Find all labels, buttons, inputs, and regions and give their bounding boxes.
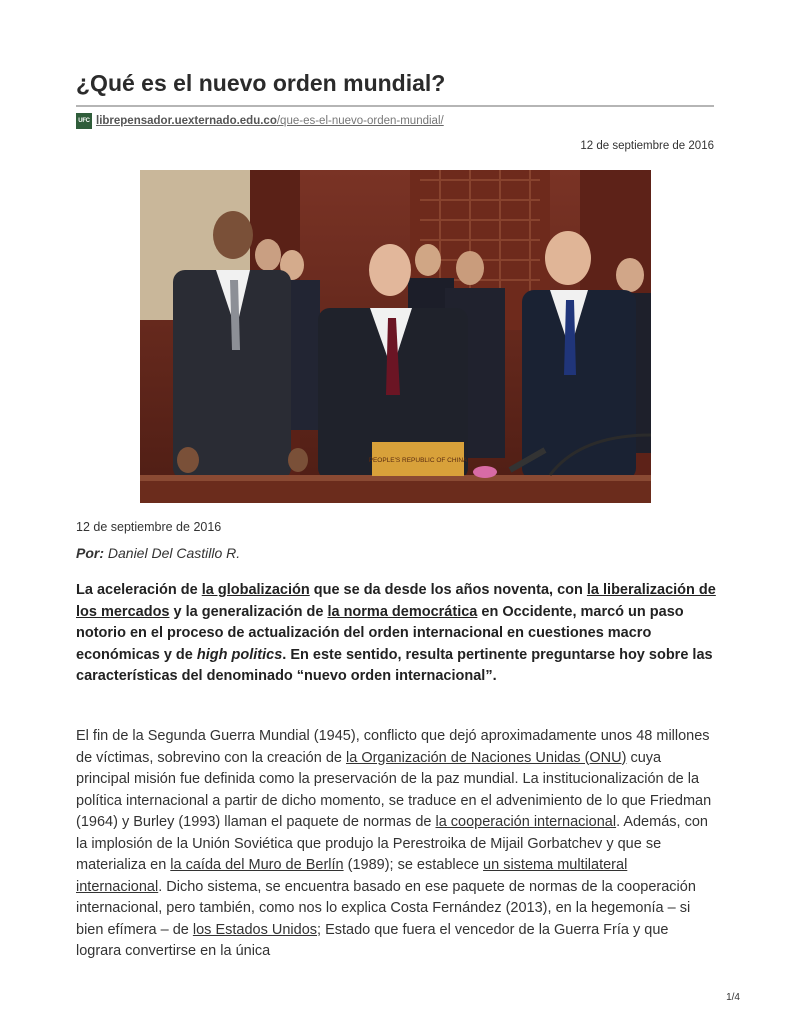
photo-illustration [140, 170, 651, 503]
body-text: . Además, con la implosión de la Unión Soviética que produjo la Perestroika de Mijail Gorbatchev y que se materializa en [76, 814, 708, 873]
lead-text: y la generalización de [169, 603, 328, 620]
lead-text: . En este sentido, resulta pertinente preguntarse hoy sobre las características del denominado “nuevo orden internacional”. [76, 646, 713, 684]
link-muro-berlin[interactable]: la caída del Muro de Berlín [170, 857, 344, 873]
article-date: 12 de septiembre de 2016 [76, 520, 222, 534]
lead-text: La aceleración de [76, 582, 202, 598]
body-text: cuya principal misión fue definida como la preservación de la paz mundial. La institucionalización de la política internacional a partir de dicho momento, se traduce en el advenimiento de lo que Friedman (1964) y Burley (1993) llaman el paquete de normas de [76, 749, 712, 830]
title-divider [76, 105, 714, 107]
body-text: (1989); se establece [343, 857, 484, 873]
body-text: El fin de la Segunda Guerra Mundial (1945), conflicto que dejó aproximadamente unos 48 millones de víctimas, sobrevino con la creación de [76, 728, 710, 766]
byline-label: Por: [76, 545, 104, 561]
body-paragraph [76, 726, 716, 963]
source-domain: librepensador.uexternado.edu.co [96, 115, 277, 127]
photo-sign-text: PEOPLE'S REPUBLIC OF CHINA [368, 457, 468, 464]
body-text: . Dicho sistema, se encuentra basado en ese paquete de normas de la cooperación internacional, pero también, como nos lo explica Costa Fernández (2013), en la hegemonía – si bien efímera – de [76, 878, 696, 938]
source-line [76, 113, 444, 129]
byline [76, 545, 240, 561]
link-sistema-multilateral[interactable]: un sistema multilateral internacional [76, 857, 628, 895]
source-path: /que-es-el-nuevo-orden-mundial/ [276, 115, 444, 127]
link-globalizacion[interactable]: la globalización [201, 582, 310, 598]
article-photo [140, 170, 651, 503]
lead-text: que se da desde los años noventa, con [309, 582, 587, 598]
lead-text: en Occidente, marcó un paso notorio en el proceso de actualización del orden internacional en cuestiones macro económicas y de [76, 603, 684, 663]
body-text: ; Estado que fuera el vencedor de la Guerra Fría y que lograra convertirse en la única [76, 921, 669, 959]
lead-paragraph [76, 580, 716, 688]
page-title: ¿Qué es el nuevo orden mundial? [76, 70, 446, 96]
byline-author: Daniel Del Castillo R. [107, 545, 241, 561]
link-norma-democratica[interactable]: la norma democrática [327, 603, 478, 620]
capture-date: 12 de septiembre de 2016 [580, 140, 714, 152]
link-onu[interactable]: la Organización de Naciones Unidas (ONU) [346, 749, 627, 766]
link-cooperacion-internacional[interactable]: la cooperación internacional [435, 814, 617, 830]
link-estados-unidos[interactable]: los Estados Unidos [192, 921, 318, 938]
site-logo-icon: UFC [76, 113, 92, 129]
source-link[interactable] [96, 115, 444, 127]
lead-emphasis: high politics [196, 646, 283, 663]
link-liberalizacion-mercados[interactable]: la liberalización de los mercados [76, 582, 716, 620]
page-number: 1/4 [726, 992, 740, 1003]
